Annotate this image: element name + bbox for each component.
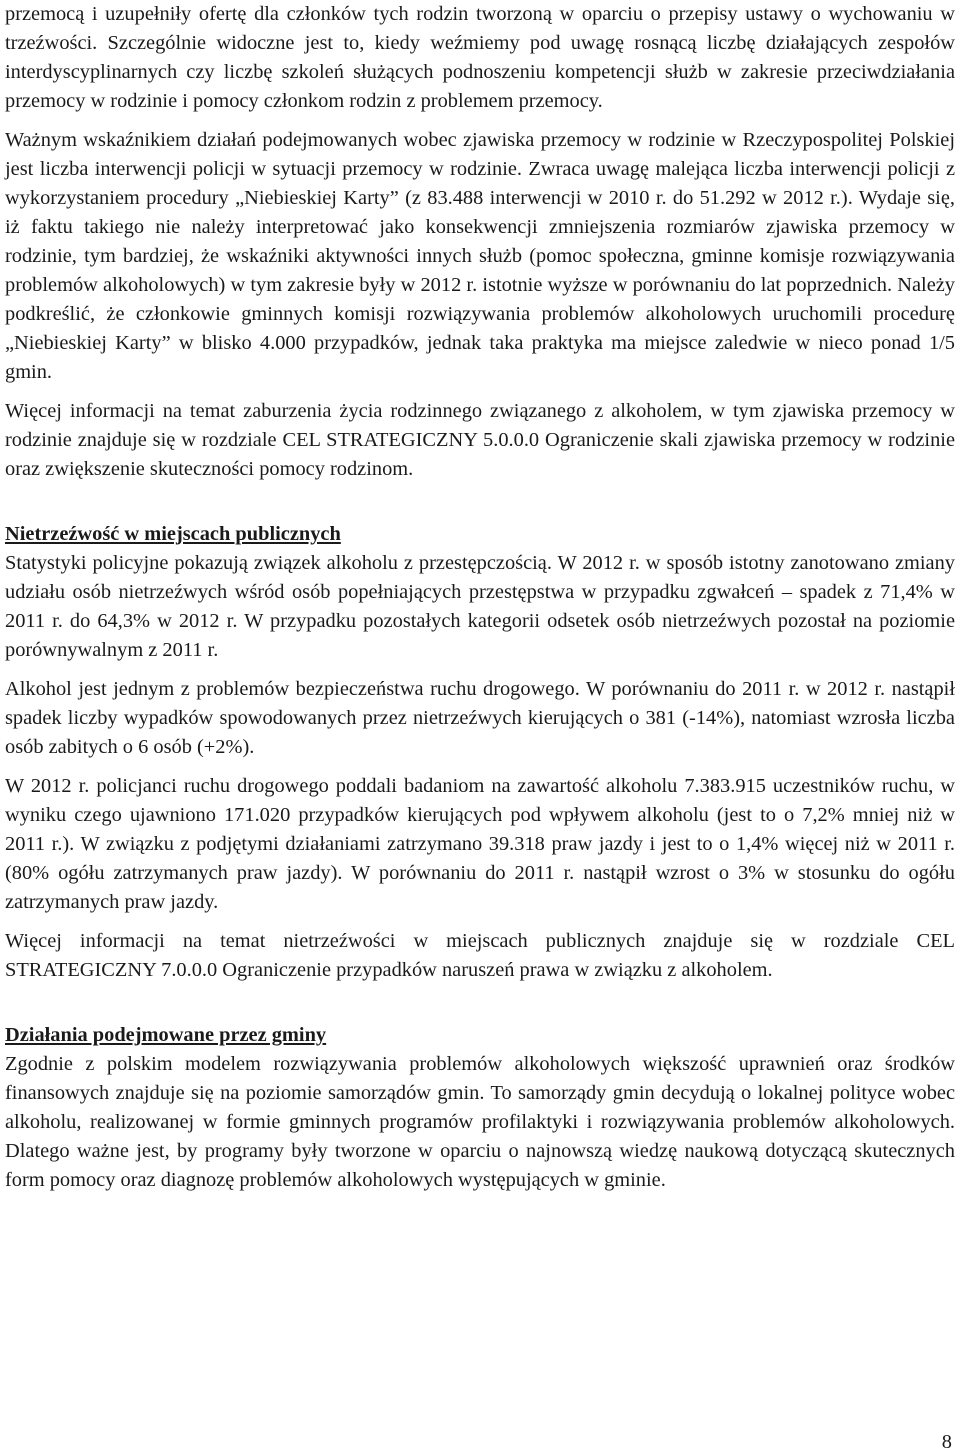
paragraph: Ważnym wskaźnikiem działań podejmowanych wobec zjawiska przemocy w rodzinie w Rzeczypospolitej Polskiej jest liczba interwencji policji w sytuacji przemocy w rodzinie. Zwraca uwagę malejąca liczba interwencji policji z wykorzystaniem procedury „Niebieskiej Karty” (z 83.488 interwencji w 2010 r. do 51.292 w 2012 r.). Wydaje się, iż faktu takiego nie należy interpretować jako konsekwencji zmniejszenia rozmiarów zjawiska przemocy w rodzinie, tym bardziej, że wskaźniki aktywności innych służb (pomoc społeczna, gminne komisje rozwiązywania problemów alkoholowych) w tym zakresie były w 2012 r. istotnie wyższe w porównaniu do lat poprzednich. Należy podkreślić, że członkowie gminnych komisji rozwiązywania problemów alkoholowych uruchomili procedurę „Niebieskiej Karty” w blisko 4.000 przypadków, jednak taka praktyka ma miejsce zaledwie w nieco ponad 1/5 gmin. (5, 129, 955, 383)
page-number: 8 (941, 1431, 952, 1453)
section-heading-municipal-actions: Działania podejmowane przez gminy (5, 1024, 327, 1046)
paragraph: Więcej informacji na temat nietrzeźwości w miejscach publicznych znajduje się w rozdziale CEL STRATEGICZNY 7.0.0.0 Ograniczenie przypadków naruszeń prawa w związku z alkoholem. (5, 930, 955, 981)
paragraph: Statystyki policyjne pokazują związek alkoholu z przestępczością. W 2012 r. w sposób istotny zanotowano zmiany udziału osób nietrzeźwych wśród osób popełniających przestępstwa w przypadku zgwałceń – spadek z 71,4% w 2011 r. do 64,3% w 2012 r. W przypadku pozostałych kategorii odsetek osób nietrzeźwych pozostał na poziomie porównywalnym z 2011 r. (5, 552, 955, 661)
paragraph: Zgodnie z polskim modelem rozwiązywania problemów alkoholowych większość uprawnień oraz środków finansowych znajduje się na poziomie samorządów gmin. To samorządy gmin decydują o lokalnej polityce wobec alkoholu, realizowanej w formie gminnych programów profilaktyki i rozwiązywania problemów alkoholowych. Dlatego ważne jest, by programy były tworzone w oparciu o najnowszą wiedzę naukową dotyczącą skutecznych form pomocy oraz diagnozę problemów alkoholowych występujących w gminie. (5, 1053, 955, 1191)
paragraph: Więcej informacji na temat zaburzenia życia rodzinnego związanego z alkoholem, w tym zjawiska przemocy w rodzinie znajduje się w rozdziale CEL STRATEGICZNY 5.0.0.0 Ograniczenie skali zjawiska przemocy w rodzinie oraz zwiększenie skuteczności pomocy rodzinom. (5, 400, 955, 480)
paragraph: W 2012 r. policjanci ruchu drogowego poddali badaniom na zawartość alkoholu 7.383.915 uczestników ruchu, w wyniku czego ujawniono 171.020 przypadków kierujących pod wpływem alkoholu (jest to o 7,2% mniej niż w 2011 r.). W związku z podjętymi działaniami zatrzymano 39.318 praw jazdy i jest to o 1,4% więcej niż w 2011 r. (80% ogółu zatrzymanych praw jazdy). W porównaniu do 2011 r. nastąpił wzrost o 3% w stosunku do ogółu zatrzymanych praw jazdy. (5, 775, 955, 913)
paragraph: Alkohol jest jednym z problemów bezpieczeństwa ruchu drogowego. W porównaniu do 2011 r. w 2012 r. nastąpił spadek liczby wypadków spowodowanych przez nietrzeźwych kierujących o 381 (-14%), natomiast wzrosła liczba osób zabitych o 6 osób (+2%). (5, 678, 955, 758)
section-heading-public-drunkenness: Nietrzeźwość w miejscach publicznych (5, 523, 341, 545)
paragraph: przemocą i uzupełniły ofertę dla członków tych rodzin tworzoną w oparciu o przepisy ustawy o wychowaniu w trzeźwości. Szczególnie widoczne jest to, kiedy weźmiemy pod uwagę rosnącą liczbę działających zespołów interdyscyplinarnych czy liczbę szkoleń służących podnoszeniu kompetencji służb w zakresie przeciwdziałania przemocy w rodzinie i pomocy członkom rodzin z problemem przemocy. (5, 3, 955, 112)
document-page (5, 0, 955, 1195)
